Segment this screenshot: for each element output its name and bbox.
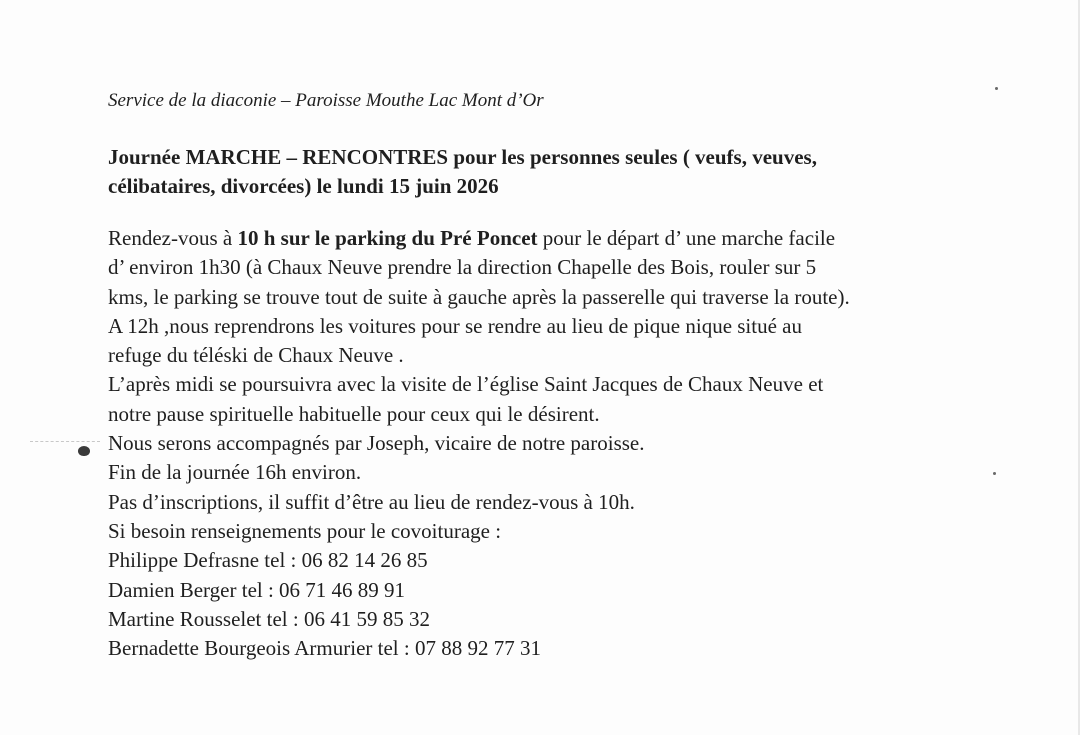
scan-mark <box>78 446 90 456</box>
body-line: Fin de la journée 16h environ. <box>108 460 362 485</box>
contact-line: Philippe Defrasne tel : 06 82 14 26 85 <box>108 548 428 573</box>
body-text: Rendez-vous à <box>108 226 238 250</box>
body-text: pour le départ d’ une marche facile <box>537 226 836 250</box>
contact-line: Martine Rousselet tel : 06 41 59 85 32 <box>108 606 430 631</box>
body-line: A 12h ,nous reprendrons les voitures pour se rendre au lieu de pique nique situé au <box>108 313 802 338</box>
document-title <box>108 143 1008 201</box>
contact-line: Damien Berger tel : 06 71 46 89 91 <box>108 577 406 602</box>
scan-speck <box>995 87 998 90</box>
contact-line: Bernadette Bourgeois Armurier tel : 07 88 92 77 31 <box>108 636 541 661</box>
body-line: Pas d’inscriptions, il suffit d’être au lieu de rendez-vous à 10h. <box>108 489 635 514</box>
body-line: notre pause spirituelle habituelle pour ceux qui le désirent. <box>108 401 600 426</box>
title-line: célibataires, divorcées) le lundi 15 juin 2026 <box>108 174 499 198</box>
document-body <box>108 224 1008 663</box>
body-line: refuge du téléski de Chaux Neuve . <box>108 343 404 368</box>
body-line: d’ environ 1h30 (à Chaux Neuve prendre la direction Chapelle des Bois, rouler sur 5 <box>108 255 817 280</box>
body-line <box>108 224 1008 253</box>
service-header: Service de la diaconie – Paroisse Mouthe Lac Mont d’Or <box>108 90 544 111</box>
scan-artifact-line <box>30 441 100 442</box>
body-line: L’après midi se poursuivra avec la visite de l’église Saint Jacques de Chaux Neuve et <box>108 372 824 397</box>
body-line: kms, le parking se trouve tout de suite à gauche après la passerelle qui traverse la route). <box>108 284 850 309</box>
meeting-point: 10 h sur le parking du Pré Poncet <box>237 226 538 250</box>
body-line: Nous serons accompagnés par Joseph, vicaire de notre paroisse. <box>108 431 645 456</box>
body-line: Si besoin renseignements pour le covoiturage : <box>108 518 502 543</box>
title-line: Journée MARCHE – RENCONTRES pour les personnes seules ( veufs, veuves, <box>108 145 817 169</box>
